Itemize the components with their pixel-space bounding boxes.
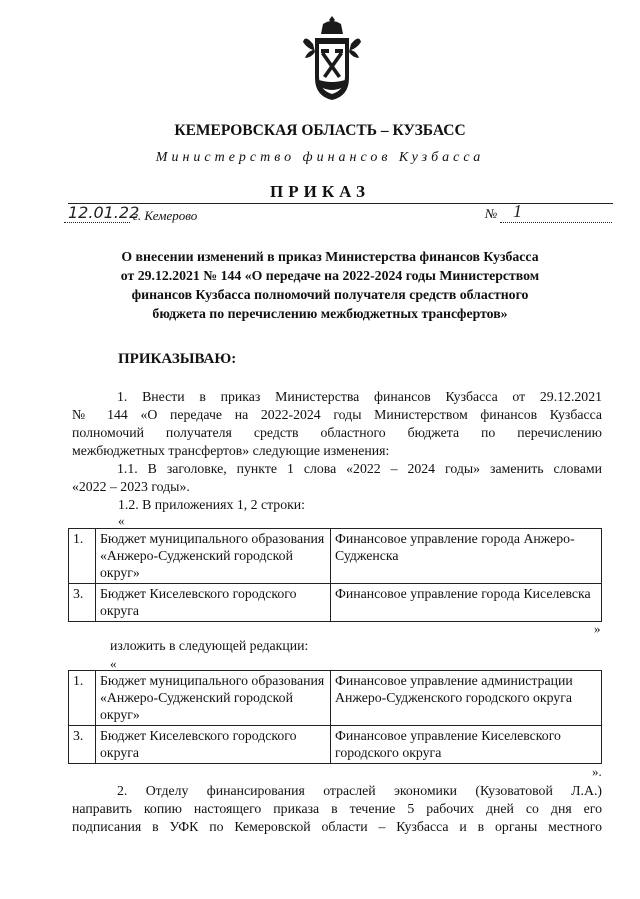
date-underline: [64, 222, 130, 223]
city-label: г. Кемерово: [133, 208, 198, 223]
text-line: подписания в УФК по Кемеровской области – Кузбасса и в органы местного: [72, 819, 602, 834]
table-row: [69, 726, 602, 764]
new-rows-table: [68, 670, 602, 764]
paragraph-1-2: 1.2. В приложениях 1, 2 строки:: [118, 497, 306, 512]
text-line: № 144 «О передаче на 2022-2024 годы Министерством финансов Кузбасса: [72, 407, 602, 422]
admin-cell: Финансовое управление Киселевского городского округа: [331, 726, 602, 764]
admin-cell: Финансовое управление города Анжеро-Судженска: [331, 529, 602, 584]
document-title: [95, 247, 565, 323]
text-line: 1. Внести в приказ Министерства финансов Кузбасса от 29.12.2021: [117, 389, 602, 404]
text-line: направить копию настоящего приказа в течение 5 рабочих дней со дня его: [72, 801, 602, 816]
admin-cell: Финансовое управление администрации Анжеро-Судженского городского округа: [331, 671, 602, 726]
number-label: №: [485, 206, 498, 221]
text-line: 1.1. В заголовке, пункте 1 слова «2022 – 2024 годы» заменить словами: [117, 461, 602, 476]
title-line: бюджета по перечислению межбюджетных трансфертов»: [152, 306, 508, 321]
document-type: ПРИКАЗ: [270, 182, 370, 201]
paragraph-2: [72, 782, 602, 836]
budget-cell: Бюджет Киселевского городского округа: [96, 584, 331, 622]
order-word: ПРИКАЗЫВАЮ:: [118, 351, 237, 367]
budget-cell: Бюджет Киселевского городского округа: [96, 726, 331, 764]
table-row: [69, 584, 602, 622]
paragraph-1-1: [72, 460, 602, 496]
text-line: «2022 – 2023 годы».: [72, 479, 190, 494]
row-number: 3.: [69, 584, 96, 622]
table-row: [69, 671, 602, 726]
text-line: полномочий получателя средств областного бюджета по перечислению: [72, 425, 602, 440]
old-rows-table: [68, 528, 602, 622]
quote-close: ».: [592, 764, 602, 779]
row-number: 1.: [69, 529, 96, 584]
quote-open: «: [110, 656, 117, 671]
title-line: от 29.12.2021 № 144 «О передаче на 2022-2024 годы Министерством: [120, 268, 540, 283]
budget-cell: Бюджет муниципального образования «Анжеро-Судженский городской округ»: [96, 529, 331, 584]
ministry-name: Министерство финансов Кузбасса: [155, 150, 485, 165]
title-line: финансов Кузбасса полномочий получателя средств областного: [131, 287, 529, 302]
region-heading: КЕМЕРОВСКАЯ ОБЛАСТЬ – КУЗБАСС: [174, 122, 466, 139]
admin-cell: Финансовое управление города Киселевска: [331, 584, 602, 622]
text-line: межбюджетных трансфертов» следующие изменения:: [72, 443, 390, 458]
replace-instruction: изложить в следующей редакции:: [110, 638, 309, 653]
handwritten-date: 12.01.22: [68, 203, 140, 222]
coat-of-arms-icon: [301, 14, 363, 102]
paragraph-1: [72, 388, 602, 460]
budget-cell: Бюджет муниципального образования «Анжеро-Судженский городской округ»: [96, 671, 331, 726]
number-underline: [500, 222, 612, 223]
handwritten-number: 1: [513, 201, 522, 221]
text-line: 2. Отделу финансирования отраслей экономики (Кузоватовой Л.А.): [117, 783, 602, 798]
table-row: [69, 529, 602, 584]
title-line: О внесении изменений в приказ Министерства финансов Кузбасса: [121, 249, 539, 264]
row-number: 1.: [69, 671, 96, 726]
quote-close: »: [594, 621, 601, 636]
row-number: 3.: [69, 726, 96, 764]
header-divider: [68, 203, 613, 204]
quote-open: «: [118, 513, 125, 528]
